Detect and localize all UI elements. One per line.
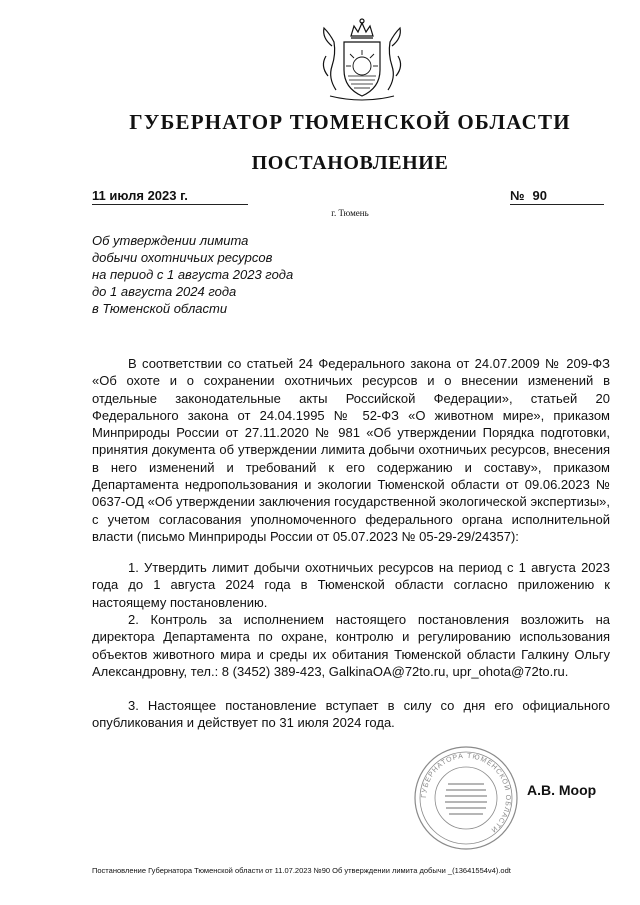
document-date: 11 июля 2023 г.	[92, 188, 248, 205]
resolution-item-1: 1. Утвердить лимит добычи охотничьих ресурсов на период с 1 августа 2023 года до 1 августа 2024 года в Тюменской области согласно приложению к настоящему постановлению.	[92, 560, 610, 610]
subject-line: в Тюменской области	[92, 301, 228, 316]
footer-filename: Постановление Губернатора Тюменской области от 11.07.2023 №90 Об утверждении лимита добычи _(13641554v4).odt	[92, 866, 511, 875]
preamble-paragraph: В соответствии со статьей 24 Федерального закона от 24.07.2009 № 209-ФЗ «Об охоте и о сохранении охотничьих ресурсов и о внесении изменений в отдельные законодательные акты Российской Федерации», статьей 20 Федерального закона от 24.04.1995 № 52-ФЗ «О животном мире», приказом Минприроды России от 27.11.2020 № 981 «Об утверждении Порядка подготовки, принятия документа об утверждении лимита добычи охотничьих ресурсов, внесения в него изменений и требований к его содержанию и составу», приказом Департамента недропользования и экологии Тюменской области от 09.06.2023 № 0637-ОД «Об утверждении заключения государственной экологической экспертизы», с учетом согласования уполномоченного федерального органа исполнительной власти (письмо Минприроды России от 05.07.2023 № 05-29-29/24357):	[92, 356, 610, 544]
document-number: 90	[532, 188, 547, 203]
subject-line: добычи охотничьих ресурсов	[92, 250, 273, 265]
document-number-field	[510, 188, 604, 205]
svg-text:ГУБЕРНАТОРА ТЮМЕНСКОЙ ОБЛАСТИ	[421, 753, 512, 834]
signatory-name: А.В. Моор	[527, 782, 597, 798]
subject-line: Об утверждении лимита	[92, 233, 249, 248]
resolution-item-2: 2. Контроль за исполнением настоящего постановления возложить на директора Департамента по охране, контролю и регулированию использования объектов животного мира и среды их обитания Тюменской области Галкину Ольгу Александровну, тел.: 8 (3452) 389-423, GalkinaOA@72to.ru, upr_ohota@72to.ru.	[92, 612, 610, 679]
issue-city: г. Тюмень	[331, 208, 369, 218]
number-sign-label: №	[510, 188, 525, 203]
document-type-heading: ПОСТАНОВЛЕНИЕ	[251, 152, 449, 174]
coat-of-arms-icon	[302, 16, 422, 102]
document-subject	[92, 232, 352, 317]
official-seal-stamp-icon	[412, 744, 520, 852]
subject-line: на период с 1 августа 2023 года	[92, 267, 294, 282]
resolution-item-3: 3. Настоящее постановление вступает в силу со дня его официального опубликования и действует по 31 июля 2024 года.	[92, 698, 610, 731]
stamp-ring-text: ГУБЕРНАТОРА ТЮМЕНСКОЙ ОБЛАСТИ	[420, 752, 512, 834]
issuing-authority-title: ГУБЕРНАТОР ТЮМЕНСКОЙ ОБЛАСТИ	[129, 110, 571, 134]
subject-line: до 1 августа 2024 года	[92, 284, 237, 299]
